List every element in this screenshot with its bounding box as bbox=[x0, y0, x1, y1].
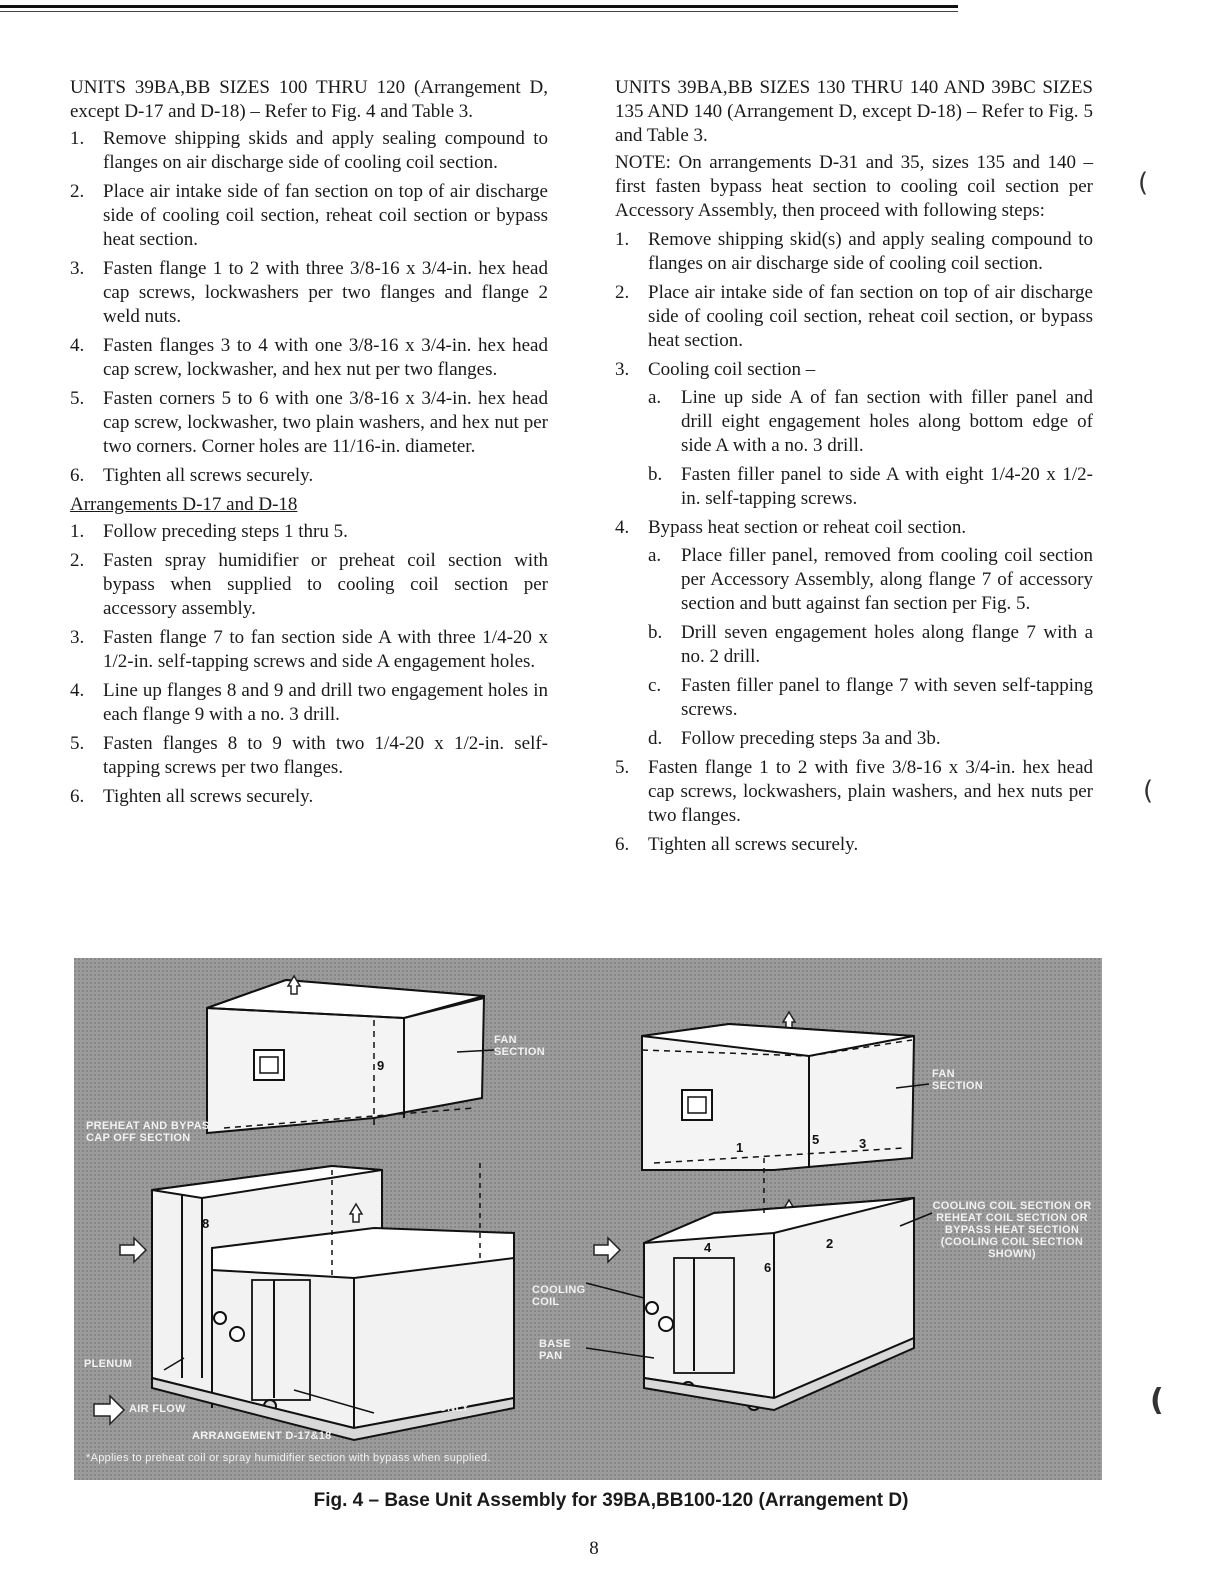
right-note: NOTE: On arrangements D-31 and 35, sizes 135 and 140 – first fasten bypass heat section to cooling coil section per Accessory Assembly, then proceed with following steps: bbox=[615, 152, 1093, 221]
left-steps bbox=[70, 127, 548, 488]
right-heading: UNITS 39BA,BB SIZES 130 THRU 140 AND 39BC SIZES 135 AND 140 (Arrangement D, except D-18) – Refer to Fig. 5 and Table 3. bbox=[615, 77, 1093, 146]
callout-6: 6 bbox=[764, 1260, 772, 1275]
sub-step-letter: b. bbox=[648, 464, 663, 485]
list-item bbox=[615, 833, 1093, 857]
step-text: Bypass heat section or reheat coil section. bbox=[648, 517, 967, 538]
step-number: 5. bbox=[70, 733, 85, 754]
top-rule bbox=[0, 5, 958, 8]
step-number: 2. bbox=[615, 282, 630, 303]
sub-step-text: Fasten filler panel to side A with eight 1/4-20 x 1/2-in. self-tapping screws. bbox=[681, 464, 1093, 509]
step-number: 3. bbox=[615, 359, 630, 380]
step-number: 4. bbox=[615, 517, 630, 538]
step-number: 1. bbox=[615, 229, 630, 250]
sub-step-letter: d. bbox=[648, 728, 663, 749]
sub-step-letter: c. bbox=[648, 675, 662, 696]
sub-step-text: Line up side A of fan section with filler panel and drill eight engagement holes along bottom edge of side A with a no. 3 drill. bbox=[681, 387, 1093, 456]
step-number: 5. bbox=[70, 388, 85, 409]
label-footnote: *Applies to preheat coil or spray humidifier section with bypass when supplied. bbox=[86, 1452, 491, 1464]
list-item bbox=[70, 180, 548, 252]
list-item bbox=[70, 732, 548, 780]
step-number: 6. bbox=[615, 834, 630, 855]
step-text: Follow preceding steps 1 thru 5. bbox=[103, 521, 348, 542]
sub-step-text: Place filler panel, removed from cooling coil section per Accessory Assembly, along flange 7 of accessory section and butt against fan section per Fig. 5. bbox=[681, 545, 1093, 614]
callout-3: 3 bbox=[859, 1136, 867, 1151]
step-text: Fasten spray humidifier or preheat coil section with bypass when supplied to cooling coil section per accessory assembly. bbox=[103, 550, 548, 619]
label-cooling-coil: COOLING COIL bbox=[532, 1284, 586, 1308]
list-item bbox=[615, 281, 1093, 353]
label-preheat-bypass: PREHEAT AND BYPASS CAP OFF SECTION bbox=[86, 1120, 218, 1144]
sub-list-item bbox=[648, 674, 1093, 722]
step-text: Tighten all screws securely. bbox=[103, 786, 314, 807]
step-number: 6. bbox=[70, 786, 85, 807]
label-plenum: PLENUM bbox=[84, 1358, 133, 1370]
sub-list-item bbox=[648, 727, 1093, 751]
step-number: 2. bbox=[70, 550, 85, 571]
step-text: Tighten all screws securely. bbox=[648, 834, 859, 855]
sub-list-item bbox=[648, 386, 1093, 458]
left-steps-2 bbox=[70, 520, 548, 809]
list-item bbox=[70, 626, 548, 674]
list-item bbox=[615, 358, 1093, 511]
step-number: 1. bbox=[70, 128, 85, 149]
callout-1: 1 bbox=[736, 1140, 744, 1155]
step-number: 3. bbox=[70, 258, 85, 279]
right-fan-section bbox=[642, 1024, 914, 1170]
list-item bbox=[70, 785, 548, 809]
sub-step-text: Drill seven engagement holes along flange 7 with a no. 2 drill. bbox=[681, 622, 1093, 667]
list-item bbox=[70, 520, 548, 544]
label-fan-section-left: FAN SECTION bbox=[494, 1034, 545, 1058]
step-number: 6. bbox=[70, 465, 85, 486]
assembly-figure bbox=[74, 958, 1102, 1480]
callout-8: 8 bbox=[202, 1216, 210, 1231]
step-text: Tighten all screws securely. bbox=[103, 465, 314, 486]
step-text: Line up flanges 8 and 9 and drill two engagement holes in each flange 9 with a no. 3 drill. bbox=[103, 680, 548, 725]
list-item bbox=[70, 464, 548, 488]
figure-caption: Fig. 4 – Base Unit Assembly for 39BA,BB100-120 (Arrangement D) bbox=[313, 1490, 909, 1511]
step-number: 4. bbox=[70, 335, 85, 356]
list-item bbox=[70, 334, 548, 382]
top-rule-thin bbox=[0, 11, 958, 12]
label-right-callout: COOLING COIL SECTION OR REHEAT COIL SECTION OR BYPASS HEAT SECTION (COOLING COIL SECTION SHOWN) bbox=[932, 1200, 1092, 1260]
step-text: Remove shipping skids and apply sealing compound to flanges on air discharge side of cooling coil section. bbox=[103, 128, 548, 173]
sub-list-item bbox=[648, 621, 1093, 669]
sub-step-letter: b. bbox=[648, 622, 663, 643]
step-text: Fasten flange 7 to fan section side A with three 1/4-20 x 1/2-in. self-tapping screws and side A engagement holes. bbox=[103, 627, 548, 672]
scan-mark: ( bbox=[1150, 1383, 1164, 1418]
step-text: Fasten flange 1 to 2 with five 3/8-16 x 3/4-in. hex head cap screws, lockwashers, plain washers, and hex nuts per two flanges. bbox=[648, 757, 1093, 826]
list-item bbox=[70, 387, 548, 459]
step-number: 4. bbox=[70, 680, 85, 701]
label-air-flow: AIR FLOW bbox=[129, 1403, 186, 1415]
step-text: Fasten flanges 3 to 4 with one 3/8-16 x 3/4-in. hex head cap screw, lockwasher, and hex nut per two flanges. bbox=[103, 335, 548, 380]
label-cooling-coil-section-only: COOLING COIL SECTION ONLY bbox=[384, 1390, 470, 1414]
list-item bbox=[615, 228, 1093, 276]
sub-steps bbox=[648, 386, 1093, 511]
callout-4: 4 bbox=[704, 1240, 712, 1255]
step-text: Cooling coil section – bbox=[648, 359, 816, 380]
scan-mark: ( bbox=[1138, 168, 1149, 198]
list-item bbox=[615, 756, 1093, 828]
step-number: 5. bbox=[615, 757, 630, 778]
sub-steps bbox=[648, 544, 1093, 751]
scan-mark: ( bbox=[1143, 776, 1154, 806]
left-column bbox=[70, 76, 548, 814]
step-text: Place air intake side of fan section on top of air discharge side of cooling coil section, reheat coil section, or bypass heat section. bbox=[648, 282, 1093, 351]
sub-step-letter: a. bbox=[648, 545, 662, 566]
list-item bbox=[70, 549, 548, 621]
step-text: Fasten corners 5 to 6 with one 3/8-16 x 3/4-in. hex head cap screw, lockwasher, two plain washers, and hex nut per two corners. Corner holes are 11/16-in. diameter. bbox=[103, 388, 548, 457]
step-text: Fasten flange 1 to 2 with three 3/8-16 x 3/4-in. hex head cap screws, lockwashers per two flanges and flange 2 weld nuts. bbox=[103, 258, 548, 327]
callout-2: 2 bbox=[826, 1236, 834, 1251]
page-number: 8 bbox=[589, 1538, 599, 1559]
sub-step-letter: a. bbox=[648, 387, 662, 408]
sub-step-text: Follow preceding steps 3a and 3b. bbox=[681, 728, 941, 749]
left-heading: UNITS 39BA,BB SIZES 100 THRU 120 (Arrangement D, except D-17 and D-18) – Refer to Fig. 4 and Table 3. bbox=[70, 77, 548, 122]
list-item bbox=[70, 257, 548, 329]
label-base-pan: BASE PAN bbox=[539, 1338, 571, 1362]
label-arrangement: ARRANGEMENT D-17&18 bbox=[192, 1430, 332, 1442]
right-column bbox=[615, 76, 1093, 862]
step-text: Place air intake side of fan section on top of air discharge side of cooling coil section, reheat coil section or bypass heat section. bbox=[103, 181, 548, 250]
callout-9: 9 bbox=[377, 1058, 385, 1073]
sub-list-item bbox=[648, 544, 1093, 616]
list-item bbox=[70, 127, 548, 175]
sub-list-item bbox=[648, 463, 1093, 511]
step-number: 3. bbox=[70, 627, 85, 648]
label-fan-section-right: FAN SECTION bbox=[932, 1068, 983, 1092]
right-steps bbox=[615, 228, 1093, 857]
list-item bbox=[70, 679, 548, 727]
step-number: 2. bbox=[70, 181, 85, 202]
list-item bbox=[615, 516, 1093, 751]
left-subheading: Arrangements D-17 and D-18 bbox=[70, 494, 298, 515]
step-text: Remove shipping skid(s) and apply sealing compound to flanges on air discharge side of cooling coil section. bbox=[648, 229, 1093, 274]
sub-step-text: Fasten filler panel to flange 7 with seven self-tapping screws. bbox=[681, 675, 1093, 720]
callout-5: 5 bbox=[812, 1132, 820, 1147]
step-number: 1. bbox=[70, 521, 85, 542]
step-text: Fasten flanges 8 to 9 with two 1/4-20 x 1/2-in. self-tapping screws per two flanges. bbox=[103, 733, 548, 778]
